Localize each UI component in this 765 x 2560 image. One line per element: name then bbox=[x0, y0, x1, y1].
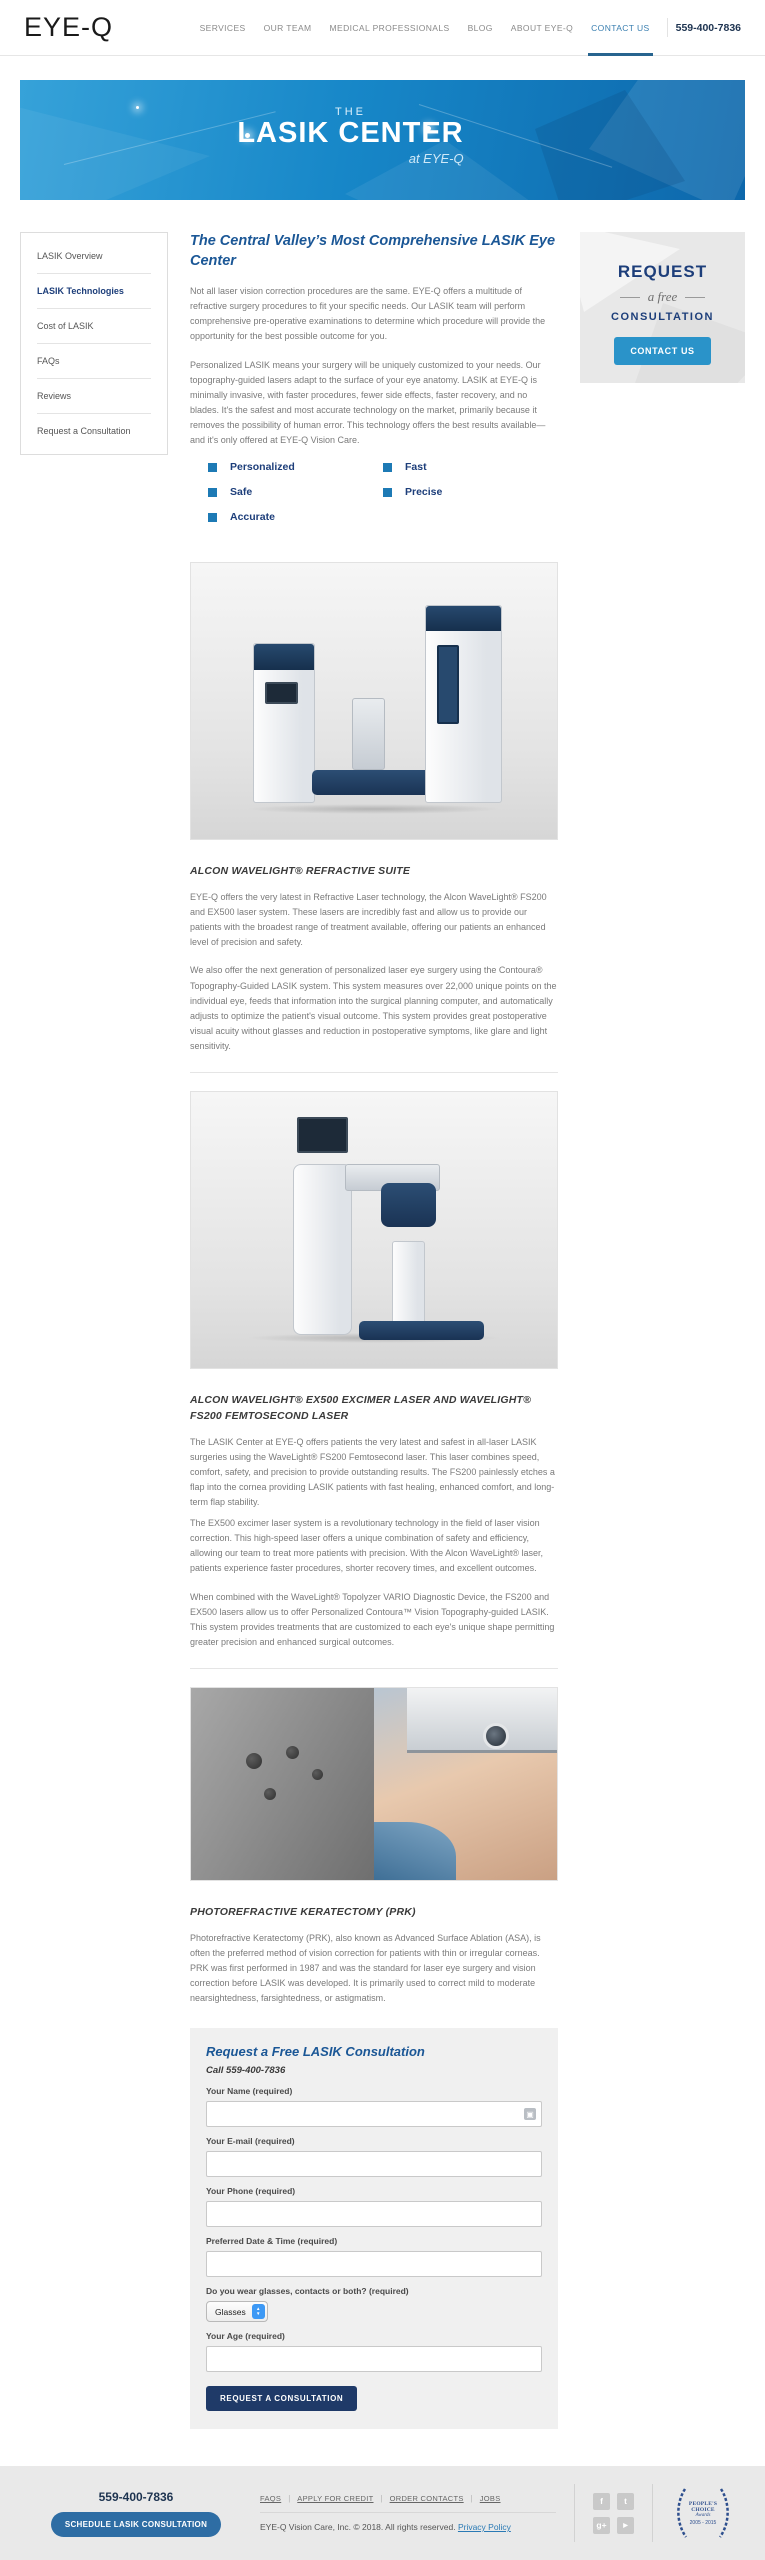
intro-paragraph: Not all laser vision correction procedures are the same. EYE-Q offers a multitude of refractive surgery procedures to fit your specific needs. Our LASIK team will perform comprehensive pre-operative examinations to determine which procedure will provide the opportunity for the best possible outcome for you. bbox=[190, 286, 546, 342]
email-label: Your E-mail (required) bbox=[206, 2136, 295, 2147]
wavelight-refractive-suite-photo bbox=[190, 562, 558, 840]
privacy-policy-link[interactable]: Privacy Policy bbox=[457, 2522, 511, 2532]
badge-title: PEOPLE'S CHOICE bbox=[688, 2500, 718, 2513]
phone-label: Your Phone (required) bbox=[206, 2186, 296, 2197]
sidebar-item-request-consultation[interactable]: Request a Consultation bbox=[37, 426, 131, 436]
glasses-select[interactable]: Glasses ▲ ▼ bbox=[206, 2301, 268, 2322]
footer-phone[interactable]: 559-400-7836 bbox=[98, 2489, 174, 2504]
autofill-icon[interactable]: ▣ bbox=[524, 2108, 536, 2120]
nav-divider bbox=[667, 18, 668, 37]
section-heading-prk: PHOTOREFRACTIVE KERATECTOMY (PRK) bbox=[190, 1905, 416, 1918]
benefit-item: Accurate bbox=[208, 511, 383, 523]
section-paragraph: The EX500 excimer laser system is a revolutionary technology in the field of laser vision correction. This high-speed laser offers a unique combination of safety and efficiency, allowing our team to treat more patients with precision. With the Alcon WaveLight® laser, patients experience faster procedures, shorter recovery times, and excellent outcomes. bbox=[190, 1518, 543, 1574]
benefit-item: Fast bbox=[383, 461, 558, 473]
eyeq-logo[interactable]: EYE-Q bbox=[24, 12, 114, 42]
square-bullet-icon bbox=[208, 513, 217, 522]
benefit-list bbox=[190, 461, 558, 536]
request-consultation-button[interactable]: REQUEST A CONSULTATION bbox=[206, 2386, 357, 2411]
social-links bbox=[593, 2493, 634, 2534]
square-bullet-icon bbox=[383, 488, 392, 497]
consultation-form bbox=[190, 2028, 558, 2429]
nav-services[interactable]: SERVICES bbox=[199, 22, 246, 33]
benefit-item: Precise bbox=[383, 486, 558, 498]
main-nav bbox=[191, 0, 659, 55]
section-paragraph: When combined with the WaveLight® Topolyzer VARIO Diagnostic Device, the FS200 and EX500 lasers allow us to offer Personalized Contoura™ Vision Topography-guided LASIK. This system provides treatments that are customized to each eye's unique shape permitting greater precision and enhanced surgical outcomes. bbox=[190, 1591, 555, 1647]
sidebar-item-lasik-overview[interactable]: LASIK Overview bbox=[37, 239, 151, 274]
sidebar-item-lasik-technologies[interactable]: LASIK Technologies bbox=[37, 274, 151, 309]
main-column bbox=[190, 232, 558, 2429]
youtube-icon[interactable]: ▶ bbox=[617, 2517, 634, 2534]
fs200-femtosecond-laser-photo bbox=[190, 1091, 558, 1369]
form-call-phone: Call 559-400-7836 bbox=[206, 2065, 286, 2077]
lasik-sidebar bbox=[20, 232, 168, 455]
section-divider bbox=[190, 1072, 558, 1073]
peoples-choice-award-badge bbox=[671, 2481, 735, 2545]
request-title: REQUEST bbox=[617, 262, 708, 281]
phone-input[interactable] bbox=[206, 2201, 542, 2227]
hero-text bbox=[20, 106, 681, 168]
google-plus-icon[interactable]: g+ bbox=[593, 2517, 610, 2534]
sidebar-item-faqs[interactable]: FAQs bbox=[37, 344, 151, 379]
footer-divider bbox=[260, 2512, 556, 2513]
name-label: Your Name (required) bbox=[206, 2086, 293, 2097]
sidebar-item-reviews[interactable]: Reviews bbox=[37, 379, 151, 414]
facebook-icon[interactable]: f bbox=[593, 2493, 610, 2510]
content-area bbox=[20, 232, 745, 2429]
age-label: Your Age (required) bbox=[206, 2331, 285, 2342]
benefit-item: Safe bbox=[208, 486, 383, 498]
nav-contact-us[interactable]: CONTACT US bbox=[582, 0, 658, 55]
section-paragraph: We also offer the next generation of personalized laser eye surgery using the Contoura® Topography-Guided LASIK system. This system measures over 22,000 unique points on the individual eye, feeds that information into the surgical planning computer, and automatically adjusts to optimize the patient's visual outcome. This system provides great postoperative visual acuity without glasses and reduction in postoperative symptoms, like glare and light sensitivity. bbox=[190, 965, 557, 1051]
nav-about-eyeq[interactable]: ABOUT EYE-Q bbox=[510, 22, 574, 33]
footer-links: FAQS | APPLY FOR CREDIT | ORDER CONTACTS | JOBS bbox=[260, 2494, 501, 2503]
request-subtitle: a free bbox=[590, 289, 735, 305]
page-title: The Central Valley’s Most Comprehensive LASIK Eye Center bbox=[190, 233, 556, 269]
site-footer bbox=[0, 2466, 765, 2560]
twitter-icon[interactable]: t bbox=[617, 2493, 634, 2510]
right-rail bbox=[580, 232, 745, 383]
site-header bbox=[0, 0, 765, 56]
prk-procedure-photo bbox=[190, 1687, 558, 1881]
footer-link-jobs[interactable]: JOBS bbox=[479, 2494, 501, 2503]
datetime-label: Preferred Date & Time (required) bbox=[206, 2236, 338, 2247]
select-stepper-icon: ▲ ▼ bbox=[252, 2304, 265, 2319]
request-consultation-box bbox=[580, 232, 745, 383]
intro-paragraph: Personalized LASIK means your surgery will be uniquely customized to your needs. Our topography-guided lasers adapt to the surface of your eye anatomy. LASIK at EYE-Q is minimally invasive, with faster procedures, fewer side effects, faster recovery, and no blades. It's the safest and most accurate technology on the market, primarily because it removes the possibility of human error. This technology offers the best results available—and it's only offered at EYE-Q Vision Care. bbox=[190, 359, 546, 446]
sidebar-item-cost-of-lasik[interactable]: Cost of LASIK bbox=[37, 309, 151, 344]
header-phone[interactable]: 559-400-7836 bbox=[675, 21, 741, 34]
hero-banner bbox=[20, 80, 745, 200]
section-paragraph: Photorefractive Keratectomy (PRK), also known as Advanced Surface Ablation (ASA), is often the preferred method of vision correction for patients with thin or irregular corneas. PRK was first performed in 1987 and was the standard for laser eye surgery and vision correction before LASIK was developed. It is primarily used to correct mild to moderate nearsightedness, farsightedness, or astigmatism. bbox=[190, 1932, 541, 2004]
glasses-label: Do you wear glasses, contacts or both? (required) bbox=[206, 2286, 409, 2297]
section-paragraph: EYE-Q offers the very latest in Refractive Laser technology, the Alcon WaveLight® FS200 and EX500 laser system. These lasers are incredibly fast and allow us to provide our patients with the broadest range of treatment available, offering our patients an enhanced level of precision and safety. bbox=[190, 891, 547, 948]
hero-pretitle: THE bbox=[335, 106, 366, 118]
nav-blog[interactable]: BLOG bbox=[467, 22, 493, 33]
section-paragraph: The LASIK Center at EYE-Q offers patients the very latest and safest in all-laser LASIK surgeries using the WaveLight® FS200 Femtosecond laser. This laser combines speed, comfort, safety, and precision to provide outstanding results. The FS200 painlessly etches a flap into the cornea providing LASIK patients with fast healing, enhanced comfort, and long-term flap stability. bbox=[190, 1436, 555, 1507]
footer-vertical-divider bbox=[574, 2484, 575, 2542]
nav-our-team[interactable]: OUR TEAM bbox=[263, 22, 312, 33]
age-input[interactable] bbox=[206, 2346, 542, 2372]
nav-medical-professionals[interactable]: MEDICAL PROFESSIONALS bbox=[329, 22, 450, 33]
section-heading-ex500-fs200: ALCON WAVELIGHT® EX500 EXCIMER LASER AND WAVELIGHT® FS200 FEMTOSECOND LASER bbox=[190, 1394, 532, 1422]
datetime-input[interactable] bbox=[206, 2251, 542, 2277]
footer-link-faqs[interactable]: FAQS bbox=[260, 2494, 282, 2503]
square-bullet-icon bbox=[383, 463, 392, 472]
badge-subtitle: Awards bbox=[695, 2512, 711, 2518]
benefit-item: Personalized bbox=[208, 461, 383, 473]
section-heading-refractive-suite: ALCON WAVELIGHT® REFRACTIVE SUITE bbox=[190, 865, 411, 878]
section-divider bbox=[190, 1668, 558, 1669]
schedule-consultation-button[interactable]: SCHEDULE LASIK CONSULTATION bbox=[51, 2512, 221, 2537]
footer-link-order-contacts[interactable]: ORDER CONTACTS bbox=[389, 2494, 464, 2503]
hero-subtitle: at EYE-Q bbox=[408, 150, 464, 166]
form-title: Request a Free LASIK Consultation bbox=[206, 2044, 425, 2060]
badge-years: 2005 - 2015 bbox=[689, 2519, 717, 2526]
name-input[interactable] bbox=[206, 2101, 542, 2127]
request-consultation-text: CONSULTATION bbox=[611, 311, 714, 323]
square-bullet-icon bbox=[208, 488, 217, 497]
hero-title: LASIK CENTER bbox=[237, 117, 464, 149]
footer-copyright: EYE-Q Vision Care, Inc. © 2018. All rights reserved. Privacy Policy bbox=[260, 2522, 511, 2532]
square-bullet-icon bbox=[208, 463, 217, 472]
footer-vertical-divider bbox=[652, 2484, 653, 2542]
email-input[interactable] bbox=[206, 2151, 542, 2177]
contact-us-button[interactable]: CONTACT US bbox=[614, 337, 710, 365]
footer-link-apply-for-credit[interactable]: APPLY FOR CREDIT bbox=[297, 2494, 374, 2503]
